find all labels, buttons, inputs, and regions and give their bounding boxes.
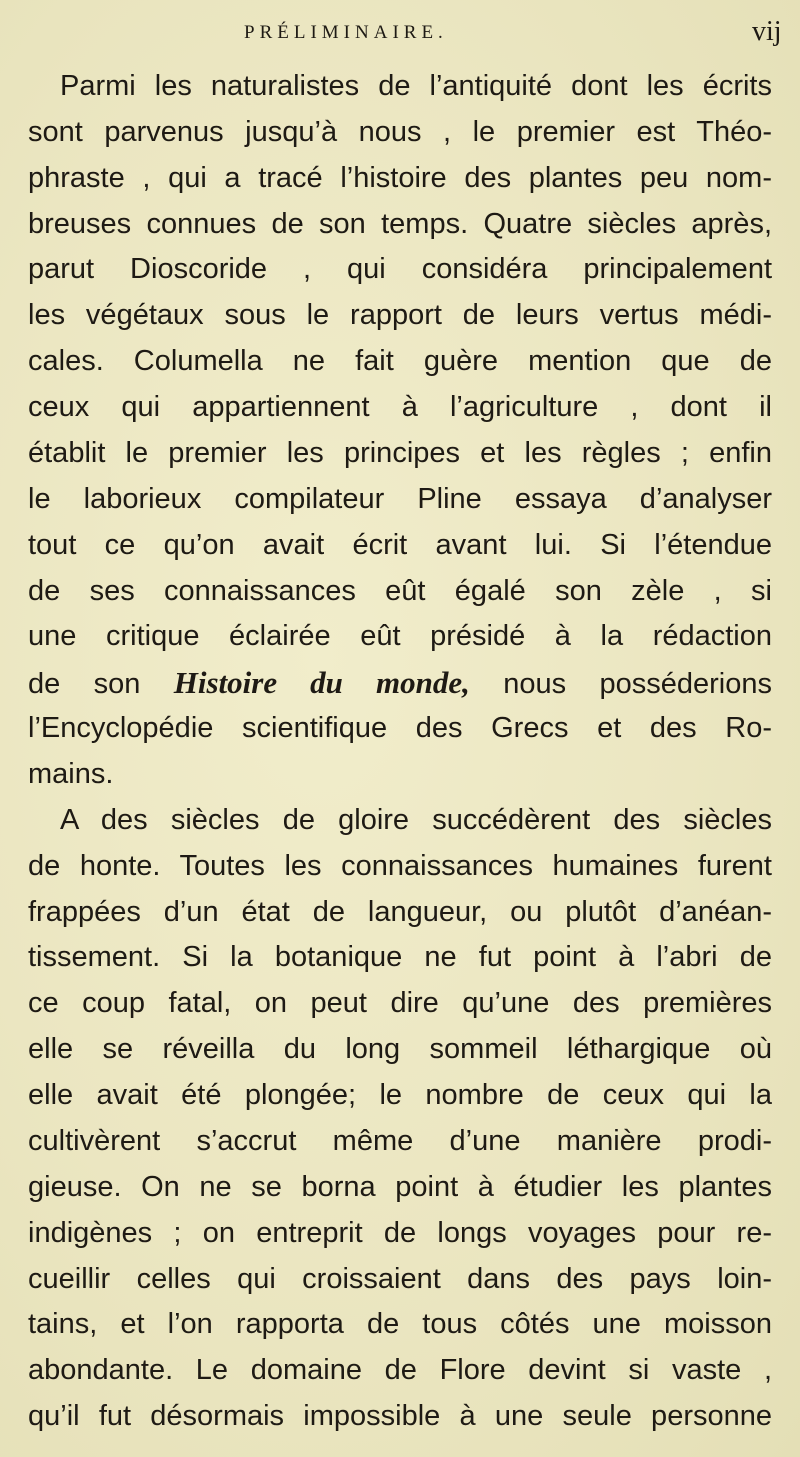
text-line: sont parvenus jusqu’à nous , le premier est Théo-: [28, 115, 772, 148]
text-line: tains, et l’on rapporta de tous côtés une moisson: [28, 1308, 772, 1341]
text-line: abondante. Le domaine de Flore devint si vaste ,: [28, 1354, 772, 1387]
text-line: cales. Columella ne fait guère mention que de: [28, 345, 772, 378]
text-line: tissement. Si la botanique ne fut point à l’abri de: [28, 941, 772, 974]
text-line: elle avait été plongée; le nombre de ceux qui la: [28, 1079, 772, 1112]
text-line: de ses connaissances eût égalé son zèle , si: [28, 574, 772, 607]
text-line: qu’il fut désormais impossible à une seule personne: [28, 1400, 772, 1433]
text-line: tout ce qu’on avait écrit avant lui. Si l’étendue: [28, 528, 772, 561]
text-line: [28, 660, 772, 706]
text-line: elle se réveilla du long sommeil léthargique où: [28, 1033, 772, 1066]
running-title: PRÉLIMINAIRE.: [244, 22, 448, 43]
page-number: vij: [752, 16, 782, 47]
text-line: indigènes ; on entreprit de longs voyages pour re-: [28, 1216, 772, 1249]
text-line: parut Dioscoride , qui considéra principalement: [28, 253, 772, 286]
text-line: Parmi les naturalistes de l’antiquité dont les écrits: [60, 70, 772, 102]
text-line: gieuse. On ne se borna point à étudier les plantes: [28, 1170, 772, 1203]
text-line: ce coup fatal, on peut dire qu’une des premières: [28, 987, 772, 1020]
text-line: mains.: [28, 758, 114, 790]
text-line: cueillir celles qui croissaient dans des pays loin-: [28, 1262, 772, 1295]
book-title-italic: Histoire du monde,: [173, 665, 470, 701]
text-line: une critique éclairée eût présidé à la rédaction: [28, 620, 772, 653]
text-fragment: de son: [28, 668, 141, 701]
text-line: A des siècles de gloire succédèrent des siècles: [60, 803, 772, 836]
text-fragment: nous posséderions: [503, 668, 772, 701]
text-line: l’Encyclopédie scientifique des Grecs et des Ro-: [28, 712, 772, 745]
text-line: établit le premier les principes et les règles ; enfin: [28, 436, 772, 469]
running-head: [0, 14, 800, 54]
text-line: ceux qui appartiennent à l’agriculture , dont il: [28, 391, 772, 424]
text-line: le laborieux compilateur Pline essaya d’analyser: [28, 482, 772, 515]
text-line: les végétaux sous le rapport de leurs vertus médi-: [28, 299, 772, 332]
text-line: frappées d’un état de langueur, ou plutôt d’anéan-: [28, 895, 772, 928]
text-line: phraste , qui a tracé l’histoire des plantes peu nom-: [28, 161, 772, 194]
text-line: de honte. Toutes les connaissances humaines furent: [28, 849, 772, 882]
text-line: cultivèrent s’accrut même d’une manière prodi-: [28, 1124, 772, 1157]
text-line: breuses connues de son temps. Quatre siècles après,: [28, 207, 772, 240]
